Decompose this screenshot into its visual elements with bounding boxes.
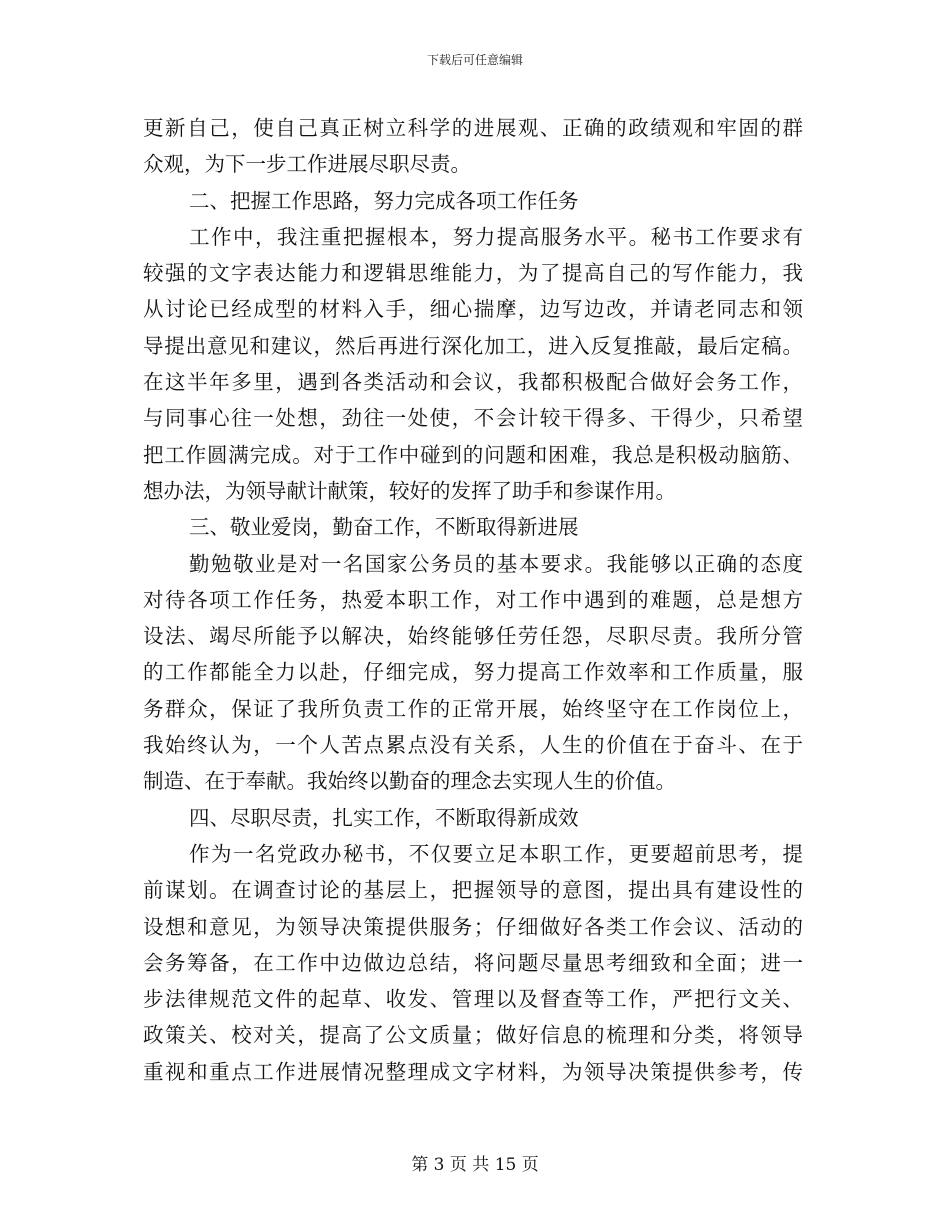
text-line: 政策关、校对关，提高了公文质量；做好信息的梳理和分类，将领导 <box>143 1023 803 1048</box>
section-heading: 三、敬业爱岗，勤奋工作，不断取得新进展 <box>189 515 579 540</box>
text-line: 的工作都能全力以赴，仔细完成，努力提高工作效率和工作质量，服 <box>143 660 803 685</box>
document-body <box>143 110 803 1090</box>
text-line: 较强的文字表达能力和逻辑思维能力，为了提高自己的写作能力，我 <box>143 261 803 286</box>
text-line: 想办法，为领导献计献策，较好的发挥了助手和参谋作用。 <box>143 478 676 503</box>
text-line: 对待各项工作任务，热爱本职工作，对工作中遇到的难题，总是想方 <box>143 587 803 612</box>
page-header: 下载后可任意编辑 <box>426 53 523 67</box>
text-line: 工作中，我注重把握根本，努力提高服务水平。秘书工作要求有 <box>189 224 803 249</box>
text-line: 在这半年多里，遇到各类活动和会议，我都积极配合做好会务工作， <box>143 370 803 395</box>
text-line: 务群众，保证了我所负责工作的正常开展，始终坚守在工作岗位上， <box>143 696 803 721</box>
text-line: 步法律规范文件的起草、收发、管理以及督查等工作，严把行文关、 <box>143 987 803 1012</box>
section-heading: 四、尽职尽责，扎实工作，不断取得新成效 <box>189 805 579 830</box>
text-line: 设法、竭尽所能予以解决，始终能够任劳任怨，尽职尽责。我所分管 <box>143 624 803 649</box>
text-line: 导提出意见和建议，然后再进行深化加工，进入反复推敲，最后定稿。 <box>143 333 803 358</box>
text-line: 设想和意见，为领导决策提供服务；仔细做好各类工作会议、活动的 <box>143 914 803 939</box>
text-line: 更新自己，使自己真正树立科学的进展观、正确的政绩观和牢固的群 <box>143 116 803 140</box>
text-line: 作为一名党政办秘书，不仅要立足本职工作，更要超前思考，提 <box>189 841 803 866</box>
text-line: 重视和重点工作进展情况整理成文字材料，为领导决策提供参考，传 <box>143 1059 803 1084</box>
text-line: 会务筹备，在工作中边做边总结，将问题尽量思考细致和全面；进一 <box>143 950 803 975</box>
text-line: 与同事心往一处想，劲往一处使，不会计较干得多、干得少，只希望 <box>143 406 803 431</box>
page-number-footer: 第 3 页 共 15 页 <box>411 1155 539 1175</box>
section-heading: 二、把握工作思路，努力完成各项工作任务 <box>189 188 579 213</box>
text-line: 从讨论已经成型的材料入手，细心揣摩，边写边改，并请老同志和领 <box>143 297 803 322</box>
text-line: 我始终认为，一个人苦点累点没有关系，人生的价值在于奋斗、在于 <box>143 733 803 758</box>
text-line: 众观，为下一步工作进展尽职尽责。 <box>143 152 471 177</box>
text-line: 勤勉敬业是对一名国家公务员的基本要求。我能够以正确的态度 <box>189 551 803 576</box>
text-line: 前谋划。在调查讨论的基层上，把握领导的意图，提出具有建设性的 <box>143 878 803 903</box>
text-line: 制造、在于奉献。我始终以勤奋的理念去实现人生的价值。 <box>143 769 676 794</box>
text-line: 把工作圆满完成。对于工作中碰到的问题和困难，我总是积极动脑筋、 <box>143 442 803 467</box>
